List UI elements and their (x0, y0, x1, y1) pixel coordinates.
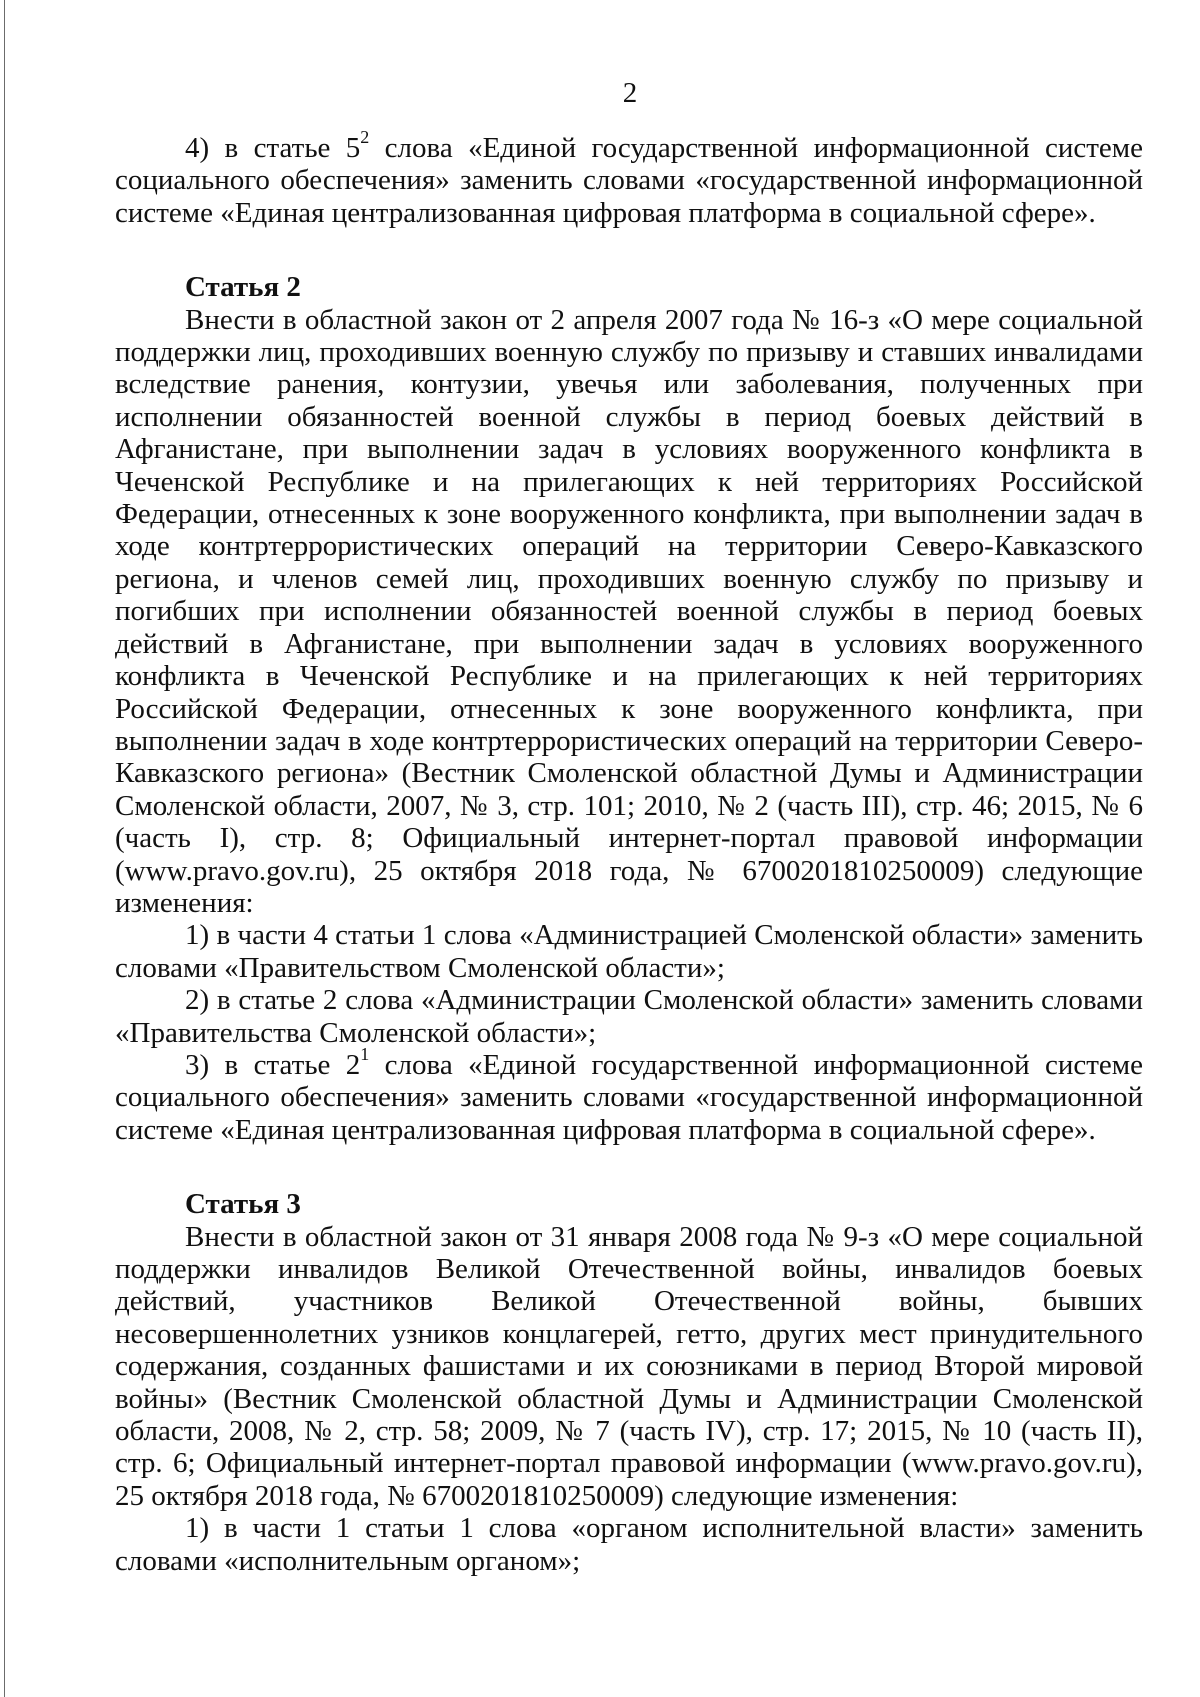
article2-item3-paragraph (115, 1044, 1143, 1146)
article2-item3-text-before: 3) в статье 2 (185, 1048, 361, 1081)
article3-intro-paragraph: Внести в областной закон от 31 января 2008 года № 9-з «О мере социальной поддержки инвалидов Великой Отечественной войны, инвалидов боевых действий, участников Великой Отечественной войны, бывших несовершеннолетних узников концлагерей, гетто, других мест принудительного содержания, созданных фашистами и их союзниками в период Второй мировой войны» (Вестник Смоленской областной Думы и Администрации Смоленской области, 2008, № 2, стр. 58; 2009, № 7 (часть IV), стр. 17; 2015, № 10 (часть II), стр. 6; Официальный интернет-портал правовой информации (www.pravo.gov.ru), 25 октября 2018 года, № 6700201810250009) следующие изменения: (115, 1220, 1143, 1512)
page-number: 2 (622, 77, 638, 109)
article2-item3-superscript: 1 (360, 1044, 370, 1065)
article2-item3-text-after: слова «Единой государственной информационной системе социального обеспечения» заменить словами «государственной информационной системе «Единая централизованная цифровая платформа в социальной сфере». (115, 1048, 1143, 1146)
article2-heading: Статья 2 (185, 271, 301, 304)
article2-intro-paragraph: Внести в областной закон от 2 апреля 2007 года № 16-з «О мере социальной поддержки лиц, проходивших военную службу по призыву и ставших инвалидами вследствие ранения, контузии, увечья или заболевания, полученных при исполнении обязанностей военной службы в период боевых действий в Афганистане, при выполнении задач в условиях вооруженного конфликта в Чеченской Республике и на прилегающих к ней территориях Российской Федерации, отнесенных к зоне вооруженного конфликта, при выполнении задач в ходе контртеррористических операций на территории Северо-Кавказского региона, и членов семей лиц, проходивших военную службу по призыву и погибших при исполнении обязанностей военной службы в период боевых действий в Афганистане, при выполнении задач в условиях вооруженного конфликта в Чеченской Республике и на прилегающих к ней территориях Российской Федерации, отнесенных к зоне вооруженного конфликта, при выполнении задач в ходе контртеррористических операций на территории Северо-Кавказского региона» (Вестник Смоленской областной Думы и Администрации Смоленской области, 2007, № 3, стр. 101; 2010, № 2 (часть III), стр. 46; 2015, № 6 (часть I), стр. 8; Официальный интернет-портал правовой информации (www.pravo.gov.ru), 25 октября 2018 года, № 6700201810250009) следующие изменения: (115, 303, 1143, 919)
article1-item4-paragraph (115, 127, 1143, 229)
article1-item4-text-after: слова «Единой государственной информационной системе социального обеспечения» заменить словами «государственной информационной системе «Единая централизованная цифровая платформа в социальной сфере». (115, 132, 1143, 229)
article3-heading: Статья 3 (185, 1188, 301, 1221)
article1-item4-superscript: 2 (360, 127, 370, 148)
article1-item4-text-before: 4) в статье 5 (185, 132, 361, 164)
article3-item1-paragraph: 1) в части 1 статьи 1 слова «органом исполнительной власти» заменить словами «исполнительным органом»; (115, 1512, 1143, 1577)
document-body (115, 127, 1143, 1577)
article2-item2-paragraph: 2) в статье 2 слова «Администрации Смоленской области» заменить словами «Правительства Смоленской области»; (115, 984, 1143, 1049)
article2-item1-paragraph: 1) в части 4 статьи 1 слова «Администрацией Смоленской области» заменить словами «Правительством Смоленской области»; (115, 919, 1143, 984)
scan-left-edge-line (4, 0, 5, 1697)
